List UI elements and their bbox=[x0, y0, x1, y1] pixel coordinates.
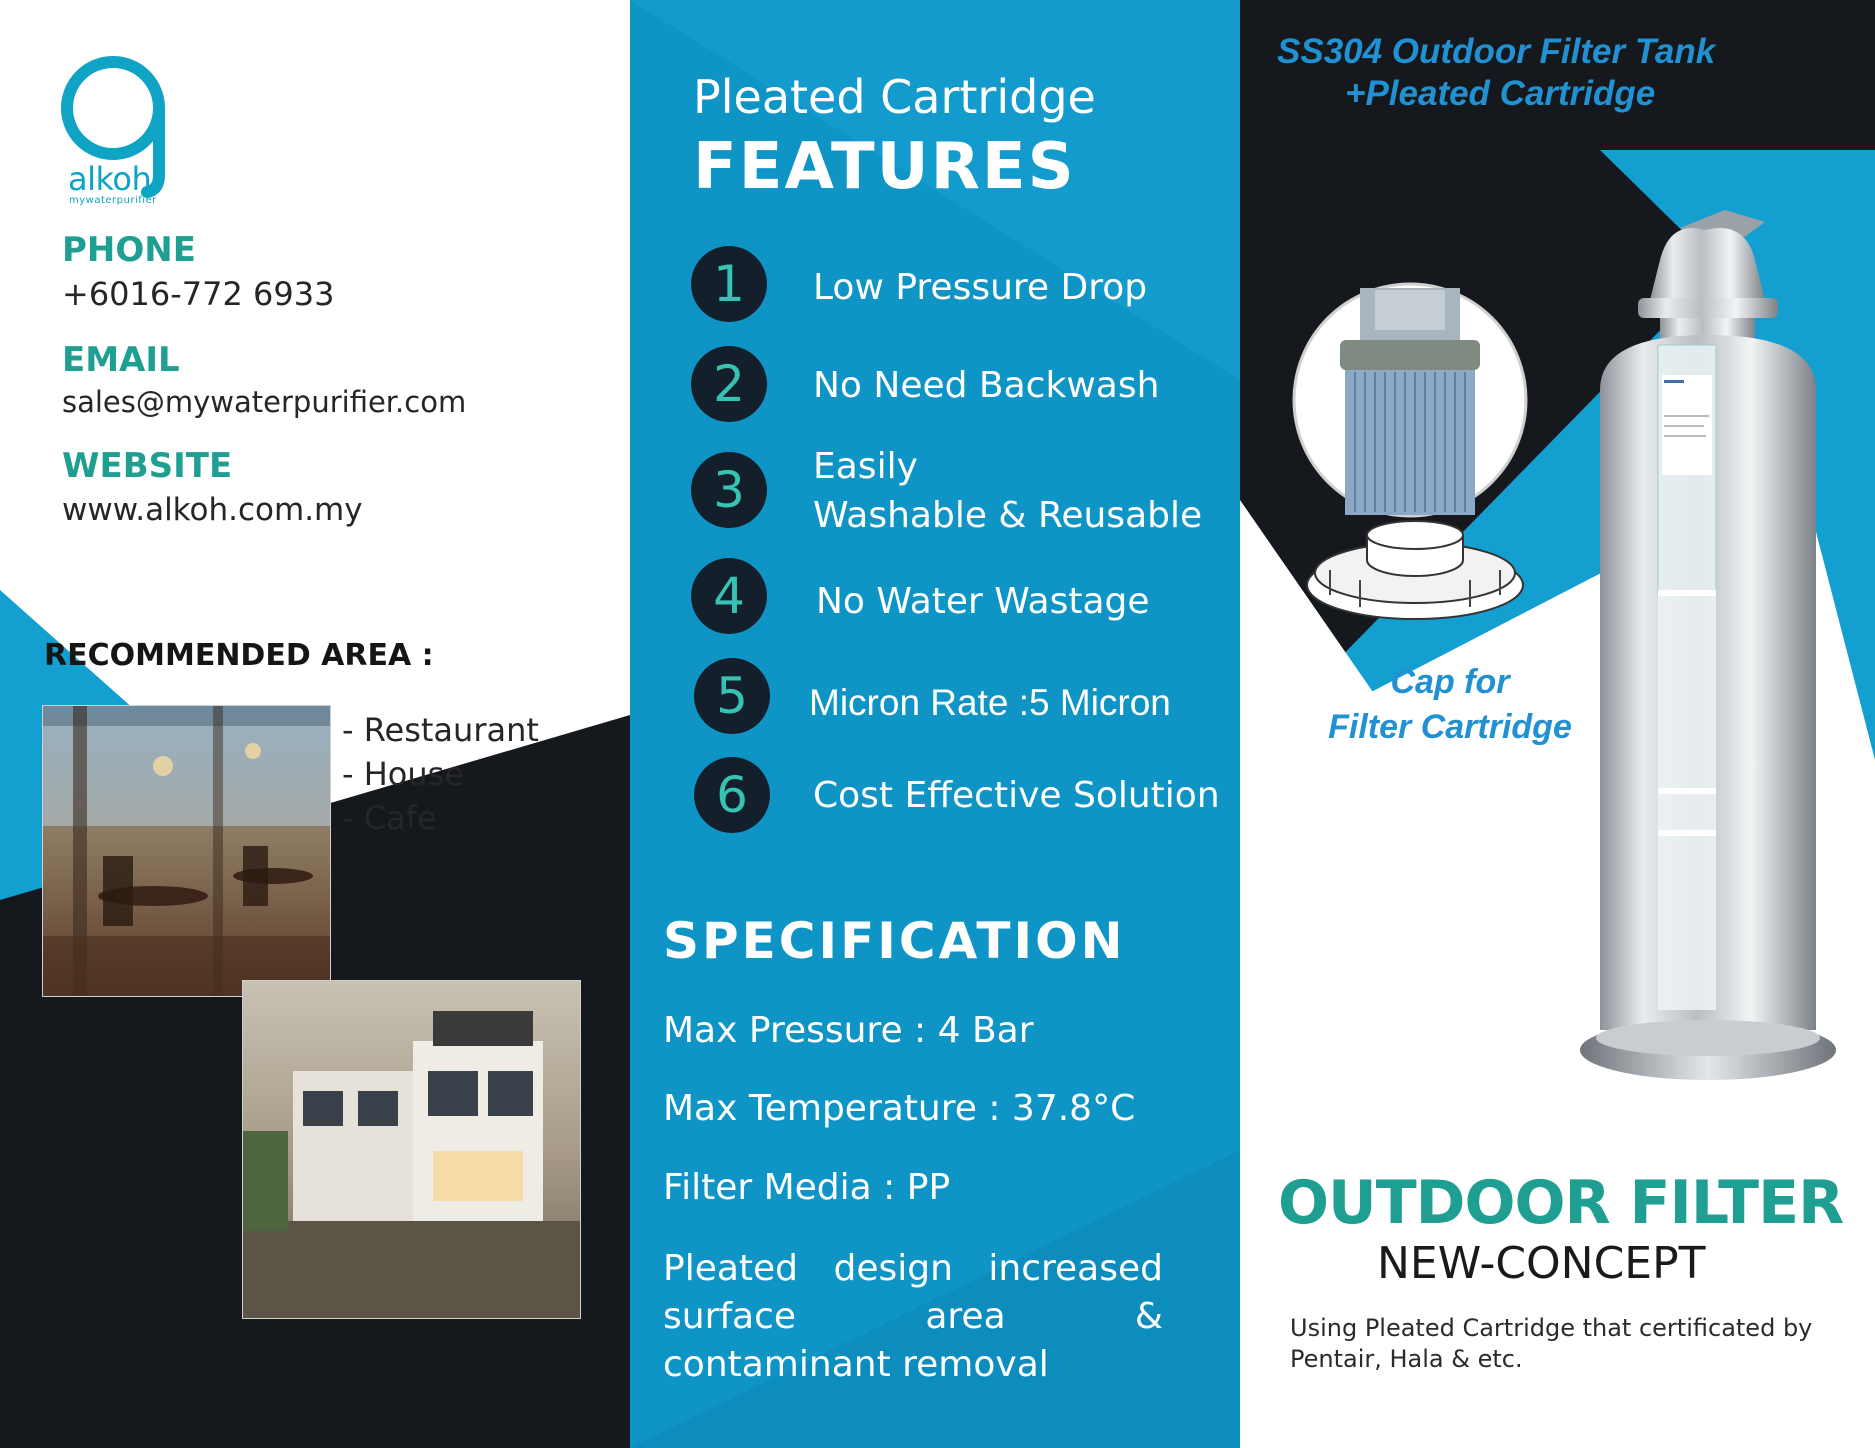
website-url: www.alkoh.com.my bbox=[62, 492, 363, 528]
feature-number-2: 2 bbox=[691, 346, 767, 422]
product-panel bbox=[1240, 0, 1875, 1448]
feature-text-6: Cost Effective Solution bbox=[813, 775, 1220, 816]
new-concept-subheadline: NEW-CONCEPT bbox=[1377, 1238, 1706, 1289]
phone-label: PHONE bbox=[62, 230, 196, 270]
feature-number-5: 5 bbox=[694, 658, 770, 734]
cap-drawing bbox=[1300, 515, 1530, 635]
feature-text-3b: Washable & Reusable bbox=[813, 495, 1203, 536]
spec-filter-media: Filter Media : PP bbox=[663, 1167, 951, 1208]
product-title-line1: SS304 Outdoor Filter Tank bbox=[1277, 32, 1716, 71]
area-item-restaurant: - Restaurant bbox=[342, 711, 539, 749]
house-photo bbox=[242, 980, 581, 1319]
feature-number-1: 1 bbox=[691, 246, 767, 322]
logo-name: alkoh bbox=[68, 160, 152, 198]
features-title: FEATURES bbox=[693, 130, 1076, 204]
contact-panel bbox=[0, 0, 630, 1448]
email-address: sales@mywaterpurifier.com bbox=[62, 385, 467, 419]
area-item-cafe: - Cafe bbox=[342, 799, 437, 837]
feature-number-4: 4 bbox=[691, 558, 767, 634]
recommended-area-title: RECOMMENDED AREA : bbox=[44, 638, 434, 673]
restaurant-photo bbox=[42, 705, 331, 997]
spec-max-temperature: Max Temperature : 37.8°C bbox=[663, 1088, 1136, 1129]
feature-number-6: 6 bbox=[694, 757, 770, 833]
feature-text-4: No Water Wastage bbox=[816, 581, 1150, 622]
product-title-line2: +Pleated Cartridge bbox=[1345, 74, 1656, 113]
cap-label-line1: Cap for bbox=[1390, 663, 1510, 701]
feature-text-3a: Easily bbox=[813, 446, 918, 487]
features-subtitle: Pleated Cartridge bbox=[693, 70, 1096, 124]
product-description: Using Pleated Cartridge that certificated by Pentair, Hala & etc. bbox=[1290, 1314, 1813, 1373]
feature-text-2: No Need Backwash bbox=[813, 365, 1160, 406]
logo-tagline: mywaterpurifier bbox=[69, 195, 157, 206]
cartridge-image bbox=[1290, 280, 1530, 520]
phone-number: +6016-772 6933 bbox=[62, 275, 335, 313]
area-item-house: - House bbox=[342, 755, 464, 793]
feature-text-5: Micron Rate :5 Micron bbox=[809, 682, 1171, 723]
email-label: EMAIL bbox=[62, 340, 180, 380]
filter-tank-image bbox=[1560, 200, 1850, 1090]
specification-title: SPECIFICATION bbox=[663, 912, 1126, 970]
features-panel bbox=[630, 0, 1240, 1448]
feature-text-1: Low Pressure Drop bbox=[813, 267, 1148, 308]
website-label: WEBSITE bbox=[62, 446, 233, 486]
cap-label-line2: Filter Cartridge bbox=[1328, 708, 1572, 746]
spec-max-pressure: Max Pressure : 4 Bar bbox=[663, 1010, 1034, 1051]
spec-description: Pleated design increased surface area & contaminant removal bbox=[663, 1248, 1163, 1385]
outdoor-filter-headline: OUTDOOR FILTER bbox=[1278, 1168, 1844, 1238]
feature-number-3: 3 bbox=[691, 452, 767, 528]
